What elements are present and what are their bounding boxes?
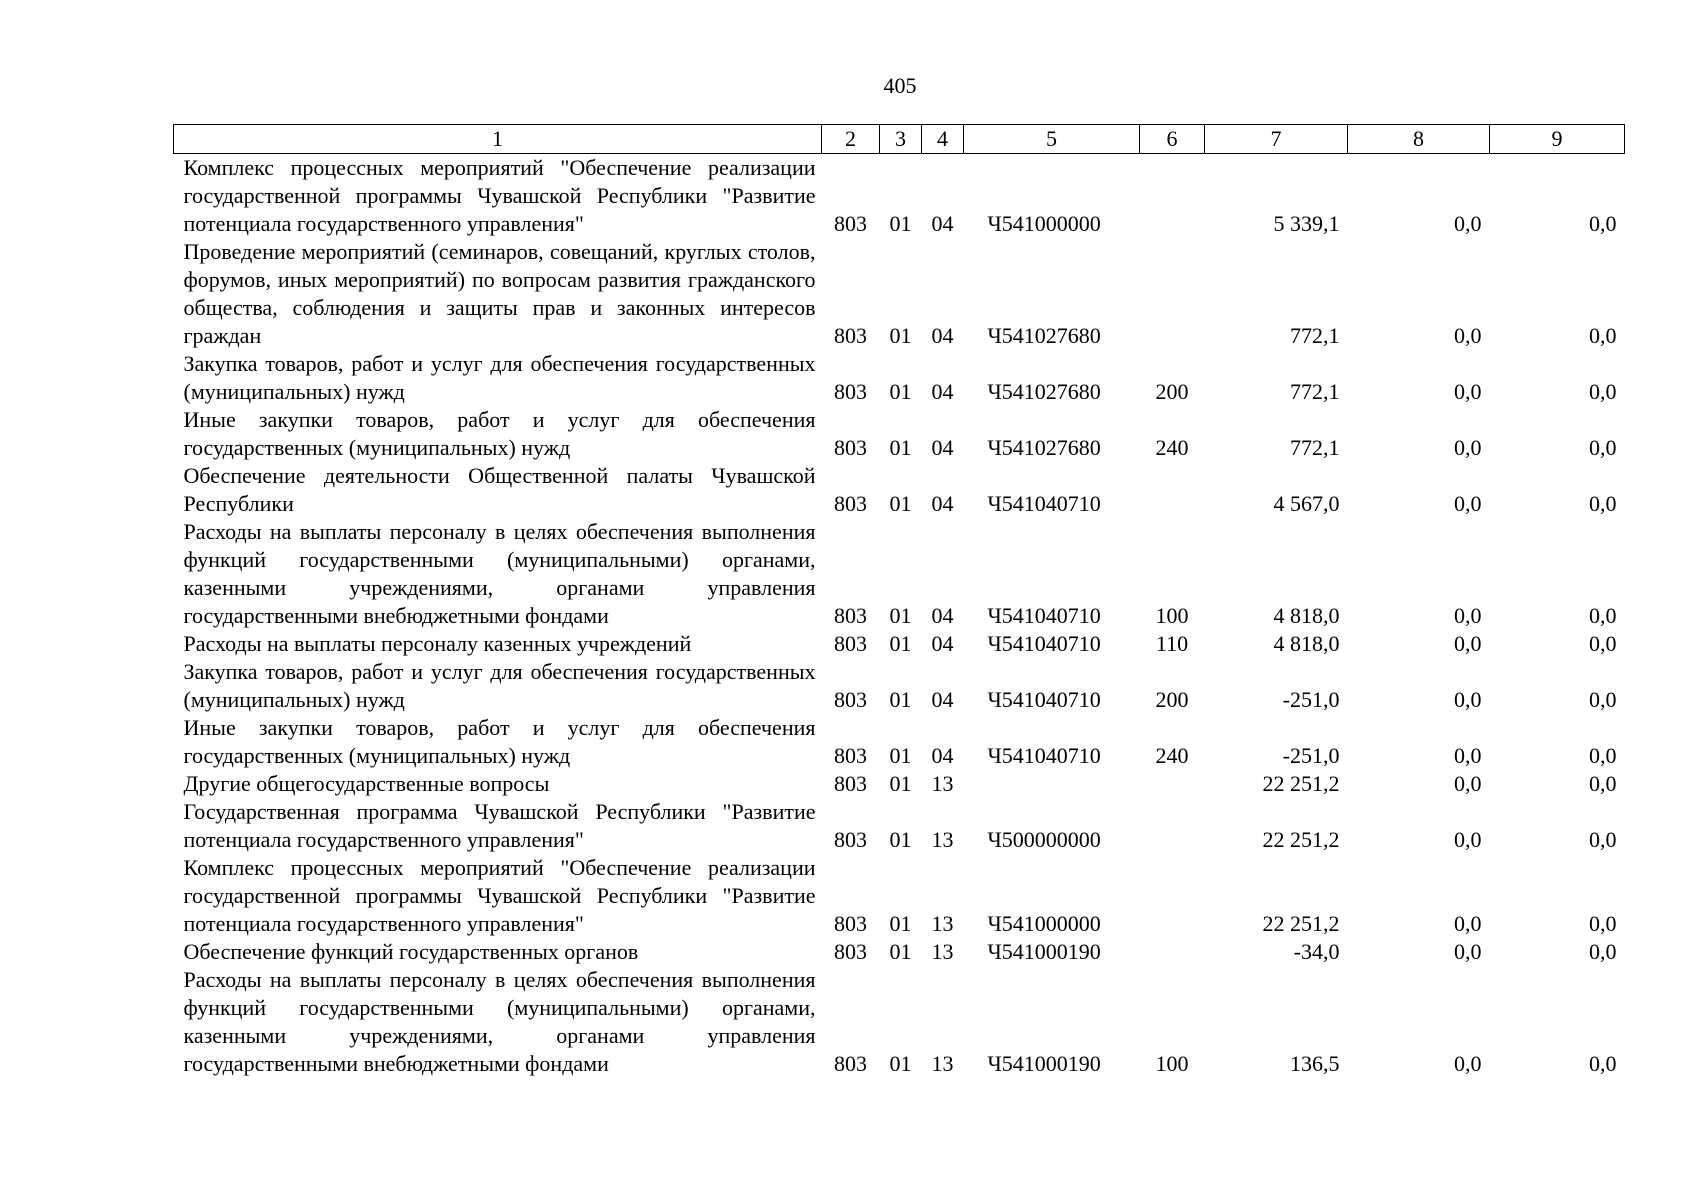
row-description: Проведение мероприятий (семинаров, совещаний, круглых столов, форумов, иных мероприятий) по вопросам развития гражданского общества, соблюдения и защиты прав и законных интересов граждан (183, 239, 816, 348)
cell-amount-1: 22 251,2 (1262, 771, 1340, 796)
table-row (174, 630, 1625, 658)
cell-amount-3: 0,0 (1589, 827, 1617, 852)
cell-gr-code: 803 (834, 603, 867, 628)
cell-gr-code: 803 (834, 323, 867, 348)
header-row (174, 125, 1625, 154)
cell-section-code: 01 (889, 323, 912, 348)
cell-section-code: 01 (889, 1051, 912, 1076)
cell-expense-type: 100 (1155, 1051, 1189, 1076)
cell-section-code: 01 (889, 743, 912, 768)
cell-section-code: 01 (889, 771, 912, 796)
column-header-8: 8 (1348, 125, 1490, 154)
table-row (174, 350, 1625, 406)
cell-section-code: 01 (889, 211, 912, 236)
row-description: Иные закупки товаров, работ и услуг для обеспечения государственных (муниципальных) нужд (183, 715, 816, 768)
cell-expense-type: 240 (1155, 743, 1189, 768)
cell-amount-3: 0,0 (1589, 379, 1617, 404)
cell-gr-code: 803 (834, 771, 867, 796)
cell-target-article: Ч541040710 (987, 743, 1101, 768)
cell-expense-type (1140, 462, 1205, 518)
cell-target-article: Ч541040710 (987, 687, 1101, 712)
cell-gr-code: 803 (834, 939, 867, 964)
table-row (174, 854, 1625, 938)
row-description: Обеспечение деятельности Общественной палаты Чувашской Республики (183, 463, 816, 516)
cell-section-code: 01 (889, 603, 912, 628)
cell-gr-code: 803 (834, 687, 867, 712)
row-description: Расходы на выплаты персоналу в целях обеспечения выполнения функций государственными (муниципальными) органами, казенными учреждениями, органами управления государственными внебюджетными фондами (183, 967, 816, 1076)
cell-amount-1: 136,5 (1290, 1051, 1340, 1076)
row-description: Комплекс процессных мероприятий "Обеспечение реализации государственной программы Чувашской Республики "Развитие потенциала государственного управления" (183, 855, 816, 936)
cell-subsection-code: 13 (931, 939, 954, 964)
cell-target-article: Ч541027680 (987, 323, 1101, 348)
cell-expense-type (1140, 938, 1205, 966)
column-header-4: 4 (922, 125, 964, 154)
cell-target-article: Ч541000000 (987, 211, 1101, 236)
cell-amount-2: 0,0 (1454, 631, 1482, 656)
cell-amount-2: 0,0 (1454, 1051, 1482, 1076)
cell-expense-type (1140, 854, 1205, 938)
cell-target-article: Ч541000190 (987, 939, 1101, 964)
cell-amount-2: 0,0 (1454, 687, 1482, 712)
column-header-9: 9 (1490, 125, 1625, 154)
row-description: Государственная программа Чувашской Республики "Развитие потенциала государственного управления" (183, 799, 816, 852)
column-header-6: 6 (1140, 125, 1205, 154)
cell-gr-code: 803 (834, 435, 867, 460)
cell-amount-2: 0,0 (1454, 911, 1482, 936)
cell-expense-type: 200 (1155, 687, 1189, 712)
cell-target-article: Ч541040710 (987, 631, 1101, 656)
cell-amount-3: 0,0 (1589, 911, 1617, 936)
cell-amount-2: 0,0 (1454, 743, 1482, 768)
table-row (174, 406, 1625, 462)
cell-amount-3: 0,0 (1589, 603, 1617, 628)
cell-amount-3: 0,0 (1589, 687, 1617, 712)
row-description: Расходы на выплаты персоналу в целях обеспечения выполнения функций государственными (муниципальными) органами, казенными учреждениями, органами управления государственными внебюджетными фондами (183, 519, 816, 628)
column-header-2: 2 (822, 125, 880, 154)
column-header-1: 1 (174, 125, 822, 154)
row-description: Закупка товаров, работ и услуг для обеспечения государственных (муниципальных) нужд (183, 351, 816, 404)
table-row (174, 966, 1625, 1078)
cell-expense-type (1140, 154, 1205, 239)
column-header-3: 3 (880, 125, 922, 154)
cell-subsection-code: 04 (931, 323, 954, 348)
cell-amount-1: 5 339,1 (1273, 211, 1340, 236)
table-row (174, 658, 1625, 714)
cell-amount-2: 0,0 (1454, 435, 1482, 460)
cell-amount-1: -251,0 (1282, 743, 1340, 768)
cell-expense-type: 100 (1155, 603, 1189, 628)
cell-subsection-code: 13 (931, 827, 954, 852)
cell-subsection-code: 04 (931, 491, 954, 516)
cell-amount-1: 4 818,0 (1273, 603, 1340, 628)
cell-amount-3: 0,0 (1589, 1051, 1617, 1076)
row-description: Закупка товаров, работ и услуг для обеспечения государственных (муниципальных) нужд (183, 659, 816, 712)
cell-subsection-code: 04 (931, 211, 954, 236)
cell-amount-2: 0,0 (1454, 827, 1482, 852)
cell-section-code: 01 (889, 491, 912, 516)
cell-target-article (964, 770, 1140, 798)
cell-subsection-code: 13 (931, 771, 954, 796)
row-description: Комплекс процессных мероприятий "Обеспечение реализации государственной программы Чувашской Республики "Развитие потенциала государственного управления" (183, 155, 816, 236)
cell-amount-2: 0,0 (1454, 211, 1482, 236)
cell-amount-1: -251,0 (1282, 687, 1340, 712)
cell-gr-code: 803 (834, 743, 867, 768)
cell-gr-code: 803 (834, 379, 867, 404)
cell-subsection-code: 04 (931, 603, 954, 628)
table-row (174, 770, 1625, 798)
cell-amount-1: 772,1 (1290, 379, 1340, 404)
cell-target-article: Ч541040710 (987, 603, 1101, 628)
cell-subsection-code: 04 (931, 631, 954, 656)
column-header-5: 5 (964, 125, 1140, 154)
cell-gr-code: 803 (834, 827, 867, 852)
cell-amount-1: 22 251,2 (1262, 827, 1340, 852)
page-number: 405 (883, 73, 917, 98)
cell-amount-3: 0,0 (1589, 631, 1617, 656)
cell-subsection-code: 04 (931, 687, 954, 712)
cell-amount-3: 0,0 (1589, 211, 1617, 236)
table-row (174, 518, 1625, 630)
cell-target-article: Ч541027680 (987, 435, 1101, 460)
cell-amount-1: 22 251,2 (1262, 911, 1340, 936)
cell-gr-code: 803 (834, 1051, 867, 1076)
cell-amount-2: 0,0 (1454, 603, 1482, 628)
table-row (174, 798, 1625, 854)
cell-amount-1: 4 567,0 (1273, 491, 1340, 516)
cell-amount-1: 4 818,0 (1273, 631, 1340, 656)
cell-amount-2: 0,0 (1454, 491, 1482, 516)
cell-subsection-code: 04 (931, 435, 954, 460)
cell-amount-2: 0,0 (1454, 771, 1482, 796)
column-header-7: 7 (1205, 125, 1348, 154)
cell-gr-code: 803 (834, 491, 867, 516)
cell-target-article: Ч541027680 (987, 379, 1101, 404)
row-description: Другие общегосударственные вопросы (183, 771, 550, 796)
cell-amount-3: 0,0 (1589, 435, 1617, 460)
cell-amount-3: 0,0 (1589, 771, 1617, 796)
cell-section-code: 01 (889, 379, 912, 404)
cell-amount-2: 0,0 (1454, 323, 1482, 348)
cell-section-code: 01 (889, 827, 912, 852)
cell-expense-type (1140, 770, 1205, 798)
cell-amount-3: 0,0 (1589, 491, 1617, 516)
cell-amount-2: 0,0 (1454, 379, 1482, 404)
cell-expense-type: 240 (1155, 435, 1189, 460)
row-description: Иные закупки товаров, работ и услуг для обеспечения государственных (муниципальных) нужд (183, 407, 816, 460)
cell-amount-2: 0,0 (1454, 939, 1482, 964)
cell-target-article: Ч500000000 (987, 827, 1101, 852)
cell-target-article: Ч541000000 (987, 911, 1101, 936)
cell-subsection-code: 13 (931, 911, 954, 936)
cell-amount-3: 0,0 (1589, 939, 1617, 964)
cell-section-code: 01 (889, 631, 912, 656)
table-row (174, 154, 1625, 239)
table-row (174, 462, 1625, 518)
cell-section-code: 01 (889, 939, 912, 964)
cell-amount-3: 0,0 (1589, 323, 1617, 348)
cell-subsection-code: 13 (931, 1051, 954, 1076)
row-description: Расходы на выплаты персоналу казенных учреждений (183, 631, 692, 656)
cell-expense-type: 200 (1155, 379, 1189, 404)
cell-section-code: 01 (889, 687, 912, 712)
table-row (174, 714, 1625, 770)
budget-table (173, 124, 1625, 1078)
cell-gr-code: 803 (834, 911, 867, 936)
cell-expense-type (1140, 798, 1205, 854)
cell-amount-3: 0,0 (1589, 743, 1617, 768)
cell-subsection-code: 04 (931, 379, 954, 404)
table-row (174, 938, 1625, 966)
cell-subsection-code: 04 (931, 743, 954, 768)
cell-amount-1: 772,1 (1290, 435, 1340, 460)
table-row (174, 238, 1625, 350)
cell-expense-type (1140, 238, 1205, 350)
cell-expense-type: 110 (1155, 631, 1189, 656)
cell-amount-1: -34,0 (1293, 939, 1340, 964)
cell-amount-1: 772,1 (1290, 323, 1340, 348)
cell-gr-code: 803 (834, 631, 867, 656)
cell-target-article: Ч541000190 (987, 1051, 1101, 1076)
row-description: Обеспечение функций государственных органов (183, 939, 639, 964)
cell-gr-code: 803 (834, 211, 867, 236)
cell-section-code: 01 (889, 911, 912, 936)
cell-section-code: 01 (889, 435, 912, 460)
cell-target-article: Ч541040710 (987, 491, 1101, 516)
